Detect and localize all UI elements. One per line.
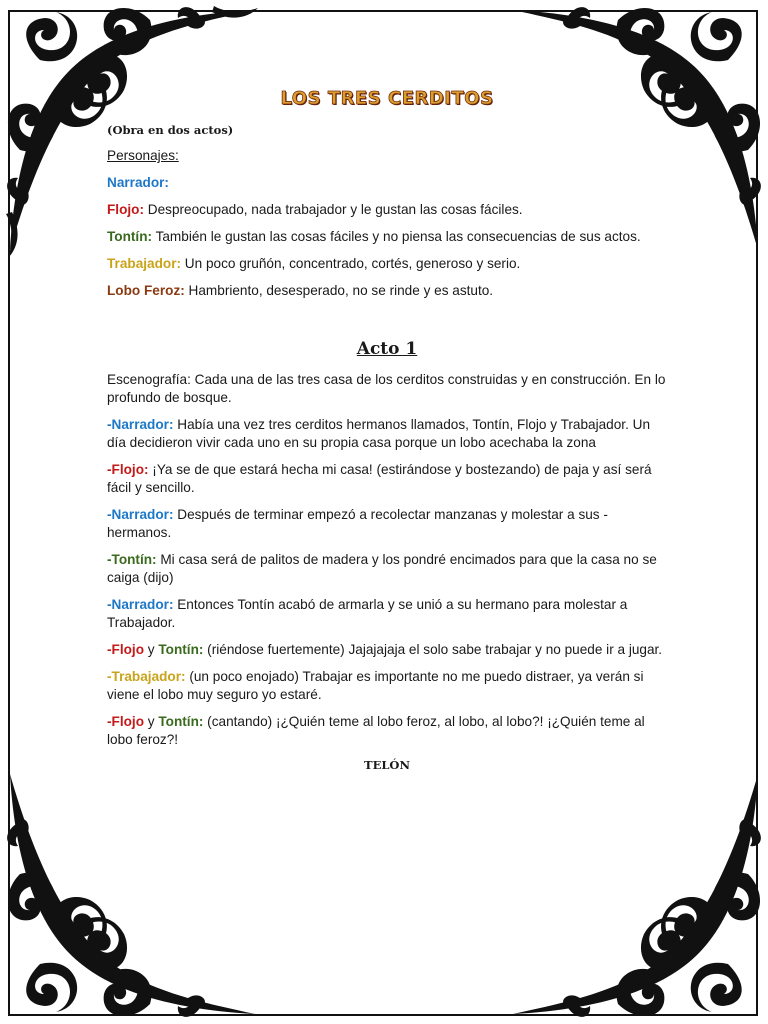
speaker-name: Tontín:: [158, 642, 204, 657]
dialogue-text: (riéndose fuertemente) Jajajajaja el solo sabe trabajar y no puede ir a jugar.: [203, 642, 663, 657]
speaker-name: Tontín:: [158, 714, 204, 729]
dialogue-line: [107, 641, 667, 659]
speaker-name: -Narrador:: [107, 597, 174, 612]
floral-corner-ornament-bottom-right: [498, 754, 768, 1024]
curtain-closing: TELÓN: [364, 758, 410, 772]
dialogue-text: Entonces Tontín acabó de armarla y se unió a su hermano para molestar a Trabajador.: [107, 597, 628, 630]
document-title: LOS TRES CERDITOS: [280, 88, 494, 109]
speaker-name: -Narrador:: [107, 417, 174, 432]
character-description: También le gustan las cosas fáciles y no piensa las consecuencias de sus actos.: [152, 229, 641, 244]
document-body: [107, 88, 667, 772]
dialogue-text: (un poco enojado) Trabajar es importante no me puedo distraer, ya verán si viene el lobo muy seguro yo estaré.: [107, 669, 644, 702]
act-heading: Acto 1: [356, 339, 418, 359]
scenography-paragraph: Escenografía: Cada una de las tres casa de los cerditos construidas y en construcción. En lo profundo de bosque.: [107, 372, 666, 405]
dialogue-line: [107, 551, 667, 587]
dialogue-line: [107, 461, 667, 497]
dialogue-line: [107, 506, 667, 542]
character-flojo: [107, 201, 667, 219]
document-subtitle: (Obra en dos actos): [107, 123, 234, 137]
dialogue-line: [107, 668, 667, 704]
dialogue-text: Había una vez tres cerditos hermanos llamados, Tontín, Flojo y Trabajador. Un día decidieron vivir cada uno en su propia casa porque un lobo acechaba la zona: [107, 417, 650, 450]
dialogue-line: [107, 416, 667, 452]
speaker-name: -Flojo: [107, 714, 144, 729]
speaker-name: -Flojo: [107, 642, 144, 657]
floral-corner-ornament-bottom-left: [0, 754, 270, 1024]
character-narrador: [107, 174, 667, 192]
character-name: Lobo Feroz:: [107, 283, 185, 298]
character-lobo-feroz: [107, 282, 667, 300]
character-tontin: [107, 228, 667, 246]
speaker-name: -Flojo:: [107, 462, 149, 477]
dialogue-text: (cantando) ¡¿Quién teme al lobo feroz, al lobo, al lobo?! ¡¿Quién teme al lobo feroz?!: [107, 714, 645, 747]
character-name: Narrador:: [107, 175, 169, 190]
dialogue-text: Después de terminar empezó a recolectar manzanas y molestar a sus - hermanos.: [107, 507, 608, 540]
speaker-name: -Trabajador:: [107, 669, 186, 684]
speaker-conjunction: y: [144, 714, 159, 729]
speaker-name: -Tontín:: [107, 552, 157, 567]
character-description: Hambriento, desesperado, no se rinde y es astuto.: [184, 283, 494, 298]
dialogue-text: Mi casa será de palitos de madera y los pondré encimados para que la casa no se caiga (dijo): [107, 552, 657, 585]
dialogue-text: ¡Ya se de que estará hecha mi casa! (estirándose y bostezando) de paja y así será fácil y sencillo.: [107, 462, 652, 495]
speaker-name: -Narrador:: [107, 507, 174, 522]
dialogue-line: [107, 713, 667, 749]
character-description: Un poco gruñón, concentrado, cortés, generoso y serio.: [181, 256, 521, 271]
character-name: Tontín:: [107, 229, 153, 244]
characters-label: Personajes:: [107, 148, 179, 163]
character-description: Despreocupado, nada trabajador y le gustan las cosas fáciles.: [144, 202, 523, 217]
dialogue-line: [107, 596, 667, 632]
character-name: Trabajador:: [107, 256, 182, 271]
speaker-conjunction: y: [144, 642, 159, 657]
character-name: Flojo:: [107, 202, 144, 217]
character-trabajador: [107, 255, 667, 273]
